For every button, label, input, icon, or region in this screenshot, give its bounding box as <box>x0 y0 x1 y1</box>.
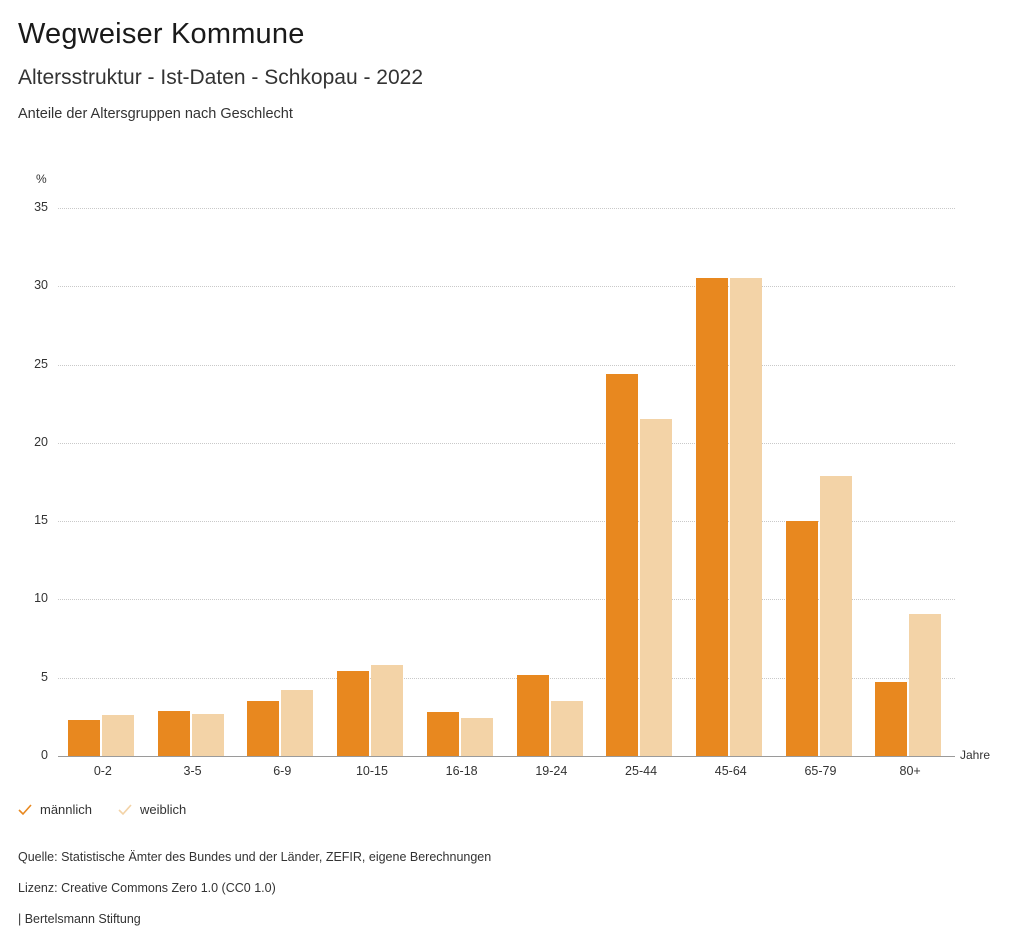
bar-maennlich[interactable] <box>337 671 369 756</box>
bar-maennlich[interactable] <box>875 682 907 756</box>
x-axis-tick-label: 25-44 <box>625 764 658 778</box>
gridline <box>58 756 955 757</box>
plot-area <box>34 200 955 778</box>
x-axis-tick-label: 80+ <box>899 764 921 778</box>
bar-weiblich[interactable] <box>730 278 762 756</box>
legend-label: weiblich <box>140 802 187 817</box>
bar-group <box>58 208 148 756</box>
page-subtitle: Altersstruktur - Ist-Daten - Schkopau - 2022 <box>18 66 423 89</box>
bar-weiblich[interactable] <box>281 690 313 756</box>
bar-group <box>327 208 417 756</box>
y-axis-tick-label: 25 <box>34 356 48 371</box>
bar-weiblich[interactable] <box>461 718 493 756</box>
footer-source: Quelle: Statistische Ämter des Bundes und der Länder, ZEFIR, eigene Berechnungen <box>18 850 492 864</box>
bar-weiblich[interactable] <box>551 701 583 756</box>
bar-maennlich[interactable] <box>517 675 549 756</box>
bar-group <box>237 208 327 756</box>
x-axis-tick-label: 45-64 <box>714 764 747 778</box>
y-axis-tick-label: 35 <box>34 200 48 214</box>
x-axis-tick-label: 65-79 <box>804 764 837 778</box>
page-title: Wegweiser Kommune <box>18 18 305 50</box>
bar-weiblich[interactable] <box>640 419 672 756</box>
bar-group <box>686 208 776 756</box>
bar-group <box>776 208 866 756</box>
bar-weiblich[interactable] <box>371 665 403 756</box>
bar-maennlich[interactable] <box>158 711 190 756</box>
y-axis-tick-label: 0 <box>41 748 48 762</box>
x-axis-tick-label: 6-9 <box>273 764 292 778</box>
y-axis-tick-label: 5 <box>41 669 48 684</box>
x-axis-tick-label: 16-18 <box>445 764 478 778</box>
y-axis-tick-label: 20 <box>34 434 48 449</box>
bar-group <box>596 208 686 756</box>
y-axis-unit-label: % <box>36 172 47 186</box>
x-axis-unit-label: Jahre <box>960 748 991 762</box>
check-icon <box>118 803 132 817</box>
chart-legend <box>18 802 186 817</box>
legend-item-maennlich[interactable] <box>18 802 92 817</box>
bar-maennlich[interactable] <box>427 712 459 756</box>
footer-publisher: | Bertelsmann Stiftung <box>18 912 141 926</box>
legend-item-weiblich[interactable] <box>118 802 186 817</box>
legend-label: männlich <box>40 802 93 817</box>
y-axis-tick-label: 10 <box>34 591 48 606</box>
bar-group <box>148 208 238 756</box>
bar-maennlich[interactable] <box>247 701 279 756</box>
check-icon <box>18 803 32 817</box>
bar-maennlich[interactable] <box>68 720 100 756</box>
bar-weiblich[interactable] <box>192 714 224 756</box>
bar-weiblich[interactable] <box>820 476 852 756</box>
x-axis-tick-label: 10-15 <box>355 764 388 778</box>
bar-maennlich[interactable] <box>606 374 638 756</box>
y-axis-tick-label: 15 <box>34 513 48 528</box>
page-subsubtitle: Anteile der Altersgruppen nach Geschlecht <box>18 106 293 122</box>
bar-maennlich[interactable] <box>696 278 728 756</box>
y-axis-tick-label: 30 <box>34 278 48 293</box>
bar-weiblich[interactable] <box>909 614 941 756</box>
x-axis-tick-label: 3-5 <box>183 764 202 778</box>
footer-license: Lizenz: Creative Commons Zero 1.0 (CC0 1.0) <box>18 881 276 895</box>
x-axis-tick-label: 0-2 <box>93 764 112 778</box>
bar-series-container <box>58 208 955 756</box>
chart-footer <box>18 842 491 935</box>
bar-weiblich[interactable] <box>102 715 134 756</box>
bar-maennlich[interactable] <box>786 521 818 756</box>
bar-group <box>417 208 507 756</box>
bar-group <box>865 208 955 756</box>
bar-group <box>507 208 597 756</box>
x-axis-tick-label: 19-24 <box>535 764 568 778</box>
